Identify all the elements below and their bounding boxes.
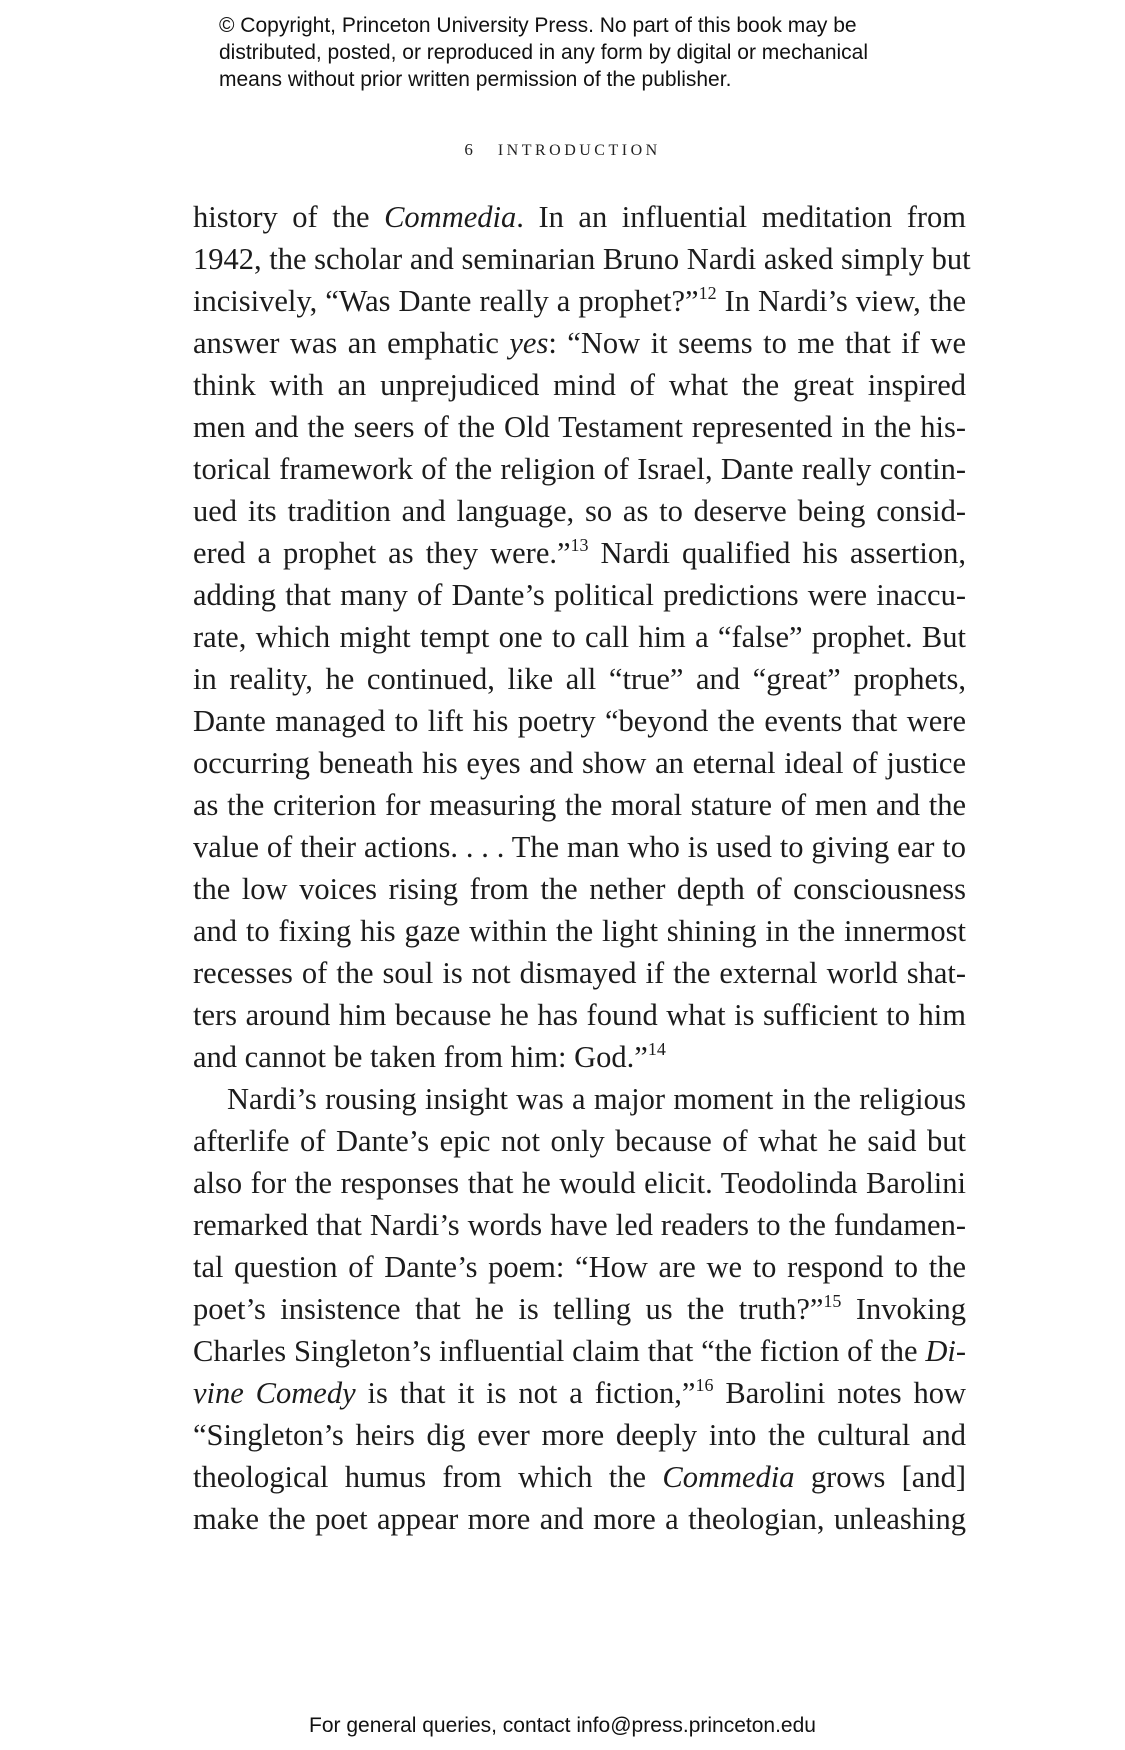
text-line: the low voices rising from the nether depth of consciousness: [193, 872, 966, 906]
text-line: “Singleton’s heirs dig ever more deeply into the cultural and: [193, 1418, 966, 1452]
text-line: make the poet appear more and more a theologian, unleashing: [193, 1502, 966, 1536]
text-line: vine Comedy is that it is not a fiction,”$^{16}$ Barolini notes how: [193, 1375, 966, 1410]
footer-contact: For general queries, contact info@press.princeton.edu: [309, 1714, 816, 1737]
text-line: recesses of the soul is not dismayed if the external world shat-: [193, 956, 966, 990]
footnote-ref[interactable]: 14: [647, 1039, 666, 1059]
text-line: and cannot be taken from him: God.”$^{14}$: [193, 1039, 666, 1074]
text-line: rate, which might tempt one to call him a “false” prophet. But: [193, 620, 966, 654]
text-line: ered a prophet as they were.”$^{13}$ Nardi qualified his assertion,: [193, 535, 967, 570]
copyright-notice: [219, 12, 979, 93]
page-number: 6: [464, 140, 476, 159]
text-line: incisively, “Was Dante really a prophet?”$^{12}$ In Nardi’s view, the: [193, 283, 967, 318]
text-line: answer was an emphatic yes: “Now it seems to me that if we: [193, 326, 966, 360]
text-line: tal question of Dante’s poem: “How are we to respond to the: [193, 1250, 966, 1284]
section-title: INTRODUCTION: [497, 142, 661, 159]
footnote-ref[interactable]: 12: [698, 283, 717, 303]
text-line: history of the Commedia. In an influential meditation from: [193, 200, 966, 234]
copyright-line: distributed, posted, or reproduced in any form by digital or mechanical: [219, 41, 869, 64]
body-text: [193, 196, 971, 1540]
copyright-line: means without prior written permission of the publisher.: [219, 68, 732, 91]
text-line: Charles Singleton’s influential claim that “the fiction of the Di-: [193, 1334, 966, 1368]
text-line: afterlife of Dante’s epic not only because of what he said but: [193, 1124, 966, 1158]
text-line: poet’s insistence that he is telling us the truth?”$^{15}$ Invoking: [193, 1291, 966, 1326]
text-line: theological humus from which the Commedia grows [and]: [193, 1460, 967, 1494]
text-line: ters around him because he has found what is sufficient to him: [193, 998, 966, 1032]
text-line: Dante managed to lift his poetry “beyond the events that were: [193, 704, 966, 738]
paragraph-first-line: Nardi’s rousing insight was a major moment in the religious: [227, 1082, 966, 1116]
text-line: torical framework of the religion of Israel, Dante really contin-: [193, 452, 966, 486]
text-line: remarked that Nardi’s words have led readers to the fundamen-: [193, 1208, 966, 1242]
text-line: occurring beneath his eyes and show an eternal ideal of justice: [193, 746, 966, 780]
footnote-ref[interactable]: 13: [570, 535, 589, 555]
text-line: ued its tradition and language, so as to deserve being consid-: [193, 494, 966, 528]
text-line: 1942, the scholar and seminarian Bruno Nardi asked simply but: [193, 242, 971, 276]
footnote-ref[interactable]: 15: [823, 1291, 842, 1311]
text-line: as the criterion for measuring the moral stature of men and the: [193, 788, 966, 822]
text-line: value of their actions. . . . The man who is used to giving ear to: [193, 830, 966, 864]
text-line: also for the responses that he would elicit. Teodolinda Barolini: [193, 1166, 966, 1200]
copyright-line: © Copyright, Princeton University Press. No part of this book may be: [219, 14, 857, 37]
text-line: adding that many of Dante’s political predictions were inaccu-: [193, 578, 966, 612]
footnote-ref[interactable]: 16: [695, 1375, 714, 1395]
text-line: men and the seers of the Old Testament represented in the his-: [193, 410, 966, 444]
text-line: in reality, he continued, like all “true” and “great” prophets,: [193, 662, 966, 696]
text-line: and to fixing his gaze within the light shining in the innermost: [193, 914, 966, 948]
running-head: [0, 140, 1125, 160]
text-line: think with an unprejudiced mind of what the great inspired: [193, 368, 966, 402]
